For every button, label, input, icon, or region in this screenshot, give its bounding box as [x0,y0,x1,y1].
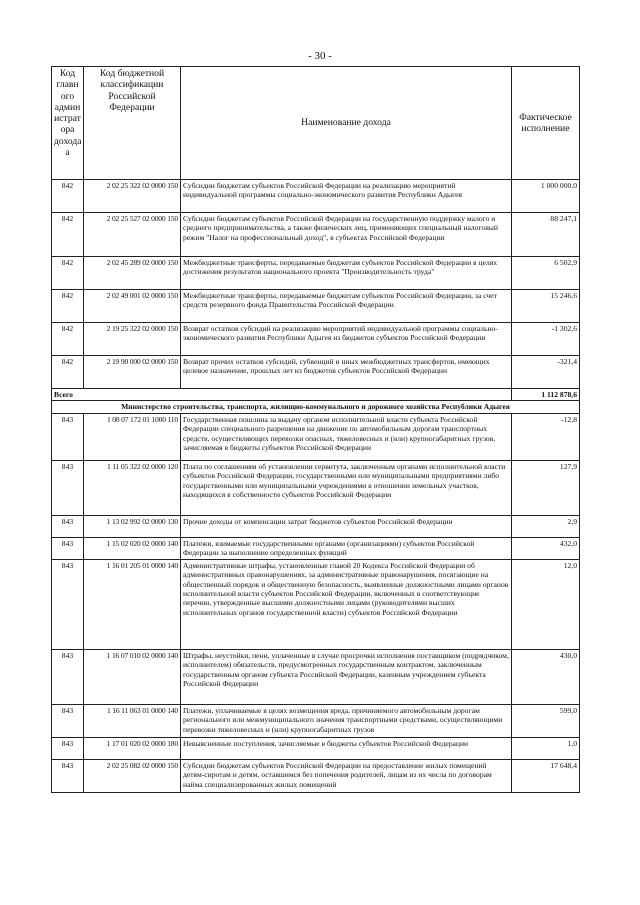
amount-cell: -321,4 [512,356,580,389]
amount-cell: 432,0 [512,537,580,559]
admin-code-cell: 843 [52,737,84,759]
admin-code-cell: 842 [52,356,84,389]
amount-cell: 15 246,6 [512,290,580,323]
admin-code-cell: 843 [52,460,84,515]
income-name-cell: Плата по соглашениям об установлении сервитута, заключенным органами исполнительной власти субъектов Российской Федерации, государственными или муниципальными предприятиями либо государственными или муниципальными учреждениями в отношении земельных участков, находящихся в собственности субъектов Российской Федерации [181,460,512,515]
budget-code-cell: 2 02 25 527 02 0000 150 [84,213,181,257]
admin-code-cell: 843 [52,649,84,704]
admin-code-cell: 842 [52,257,84,290]
budget-code-cell: 2 02 25 082 02 0000 150 [84,759,181,792]
income-name-cell: Субсидии бюджетам субъектов Российской Федерации на реализацию мероприятий индивидуальной программы социально-экономического развития Республики Адыгея [181,180,512,213]
budget-code-cell: 2 02 25 322 02 0000 150 [84,180,181,213]
budget-code-cell: 1 15 02 020 02 0000 140 [84,537,181,559]
budget-code-cell: 2 19 25 322 02 0000 150 [84,323,181,356]
admin-code-cell: 843 [52,413,84,460]
table-row [52,460,580,515]
amount-cell: -1 302,6 [512,323,580,356]
income-name-cell: Субсидии бюджетам субъектов Российской Федерации на предоставление жилых помещений детям-сиротам и детям, оставшимся без попечения родителей, лицам из их числа по договорам найма специализированных жилых помещений [181,759,512,792]
income-name-cell: Государственная пошлина за выдачу органом исполнительной власти субъекта Российской Федерации специального разрешения на движение по автомобильным дорогам транспортных средств, осуществляющих перевозки опасных, тяжеловесных и (или) крупногабаритных грузов, зачисляемая в бюджеты субъектов Российской Федерации [181,413,512,460]
amount-cell: 17 648,4 [512,759,580,792]
table-row [52,290,580,323]
amount-cell: 2,9 [512,515,580,537]
admin-code-cell: 843 [52,537,84,559]
table-row [52,413,580,460]
table-row [52,356,580,389]
total-label: Всего [52,389,512,401]
total-amount: 1 112 878,6 [512,389,580,401]
header-budget-code: Код бюджетной классификации Российской Федерации [84,67,181,180]
budget-code-cell: 2 19 90 000 02 0000 150 [84,356,181,389]
admin-code-cell: 843 [52,704,84,737]
budget-code-cell: 2 02 49 001 02 0000 150 [84,290,181,323]
budget-code-cell: 1 16 07 010 02 0000 140 [84,649,181,704]
header-actual-execution: Фактическое исполнение [512,67,580,180]
income-name-cell: Невыясненные поступления, зачисляемые в бюджеты субъектов Российской Федерации [181,737,512,759]
budget-code-cell: 2 02 45 289 02 0000 150 [84,257,181,290]
table-row [52,759,580,792]
amount-cell: 1,0 [512,737,580,759]
header-income-name: Наименование дохода [181,67,512,180]
table-header-row [52,67,580,180]
budget-code-cell: 1 08 07 172 01 1000 110 [84,413,181,460]
amount-cell: 12,0 [512,559,580,649]
admin-code-cell: 843 [52,759,84,792]
amount-cell: -12,8 [512,413,580,460]
income-table [51,66,580,793]
budget-code-cell: 1 16 11 063 01 0000 140 [84,704,181,737]
amount-cell: 430,0 [512,649,580,704]
budget-code-cell: 1 13 02 992 02 0000 130 [84,515,181,537]
section-title: Министерство строительства, транспорта, жилищно-коммунального и дорожного хозяйства Республики Адыгея [52,401,580,413]
income-name-cell: Платежи, взимаемые государственными органами (организациями) субъектов Российской Федерации за выполнение определенных функций [181,537,512,559]
income-name-cell: Возврат прочих остатков субсидий, субвенций и иных межбюджетных трансфертов, имеющих целевое назначение, прошлых лет из бюджетов субъектов Российской Федерации [181,356,512,389]
amount-cell: 1 000 000,0 [512,180,580,213]
table-row [52,649,580,704]
income-name-cell: Платежи, уплачиваемые в целях возмещения вреда, причиняемого автомобильным дорогам регионального или межмуниципального значения транспортными средствами, осуществляющими перевозки тяжеловесных и (или) крупногабаритных грузов [181,704,512,737]
header-admin-code: Код главн ого админ истрат ора дохода а [52,67,84,180]
budget-code-cell: 1 11 05 322 02 0000 120 [84,460,181,515]
income-name-cell: Штрафы, неустойки, пени, уплаченные в случае просрочки исполнения поставщиком (подрядчиком, исполнителем) обязательств, предусмотренных государственным контрактом, заключенным государственным органом субъекта Российской Федерации, казенным учреждением субъекта Российской Федерации [181,649,512,704]
income-name-cell: Межбюджетные трансферты, передаваемые бюджетам субъектов Российской Федерации в целях достижения результатов национального проекта "Производительность труда" [181,257,512,290]
income-name-cell: Административные штрафы, установленные главой 20 Кодекса Российской Федерации об административных правонарушениях, за административные правонарушения, посягающие на общественный порядок и общественную безопасность, выявленные должностными лицами органов исполнительной власти субъектов Российской Федерации, включенных в соответствующие перечни, утвержденные высшими должностными лицами (руководителями высших исполнительных органов государственной власти) субъектов Российской Федерации [181,559,512,649]
table-row [52,257,580,290]
income-name-cell: Межбюджетные трансферты, передаваемые бюджетам субъектов Российской Федерации, за счет средств резервного фонда Правительства Российской Федерации [181,290,512,323]
table-row [52,515,580,537]
table-row [52,737,580,759]
section-row [52,401,580,413]
budget-code-cell: 1 16 01 205 01 0000 140 [84,559,181,649]
table-row [52,323,580,356]
table-row [52,213,580,257]
income-name-cell: Субсидии бюджетам субъектов Российской Федерации на государственную поддержку малого и среднего предпринимательства, а также физических лиц, применяющих специальный налоговый режим "Налог на профессиональный доход", в субъектах Российской Федерации [181,213,512,257]
table-row [52,180,580,213]
amount-cell: 6 502,9 [512,257,580,290]
income-name-cell: Возврат остатков субсидий на реализацию мероприятий индивидуальной программы социально-экономического развития Республики Адыгея из бюджетов субъектов Российской Федерации [181,323,512,356]
admin-code-cell: 843 [52,559,84,649]
admin-code-cell: 842 [52,290,84,323]
admin-code-cell: 843 [52,515,84,537]
total-row [52,389,580,401]
admin-code-cell: 842 [52,323,84,356]
page-number: - 30 - [308,50,332,62]
table-row [52,704,580,737]
table-row [52,537,580,559]
admin-code-cell: 842 [52,180,84,213]
table-row [52,559,580,649]
income-name-cell: Прочие доходы от компенсации затрат бюджетов субъектов Российской Федерации [181,515,512,537]
amount-cell: 127,9 [512,460,580,515]
amount-cell: 599,0 [512,704,580,737]
amount-cell: 88 247,1 [512,213,580,257]
admin-code-cell: 842 [52,213,84,257]
budget-code-cell: 1 17 01 020 02 0000 180 [84,737,181,759]
